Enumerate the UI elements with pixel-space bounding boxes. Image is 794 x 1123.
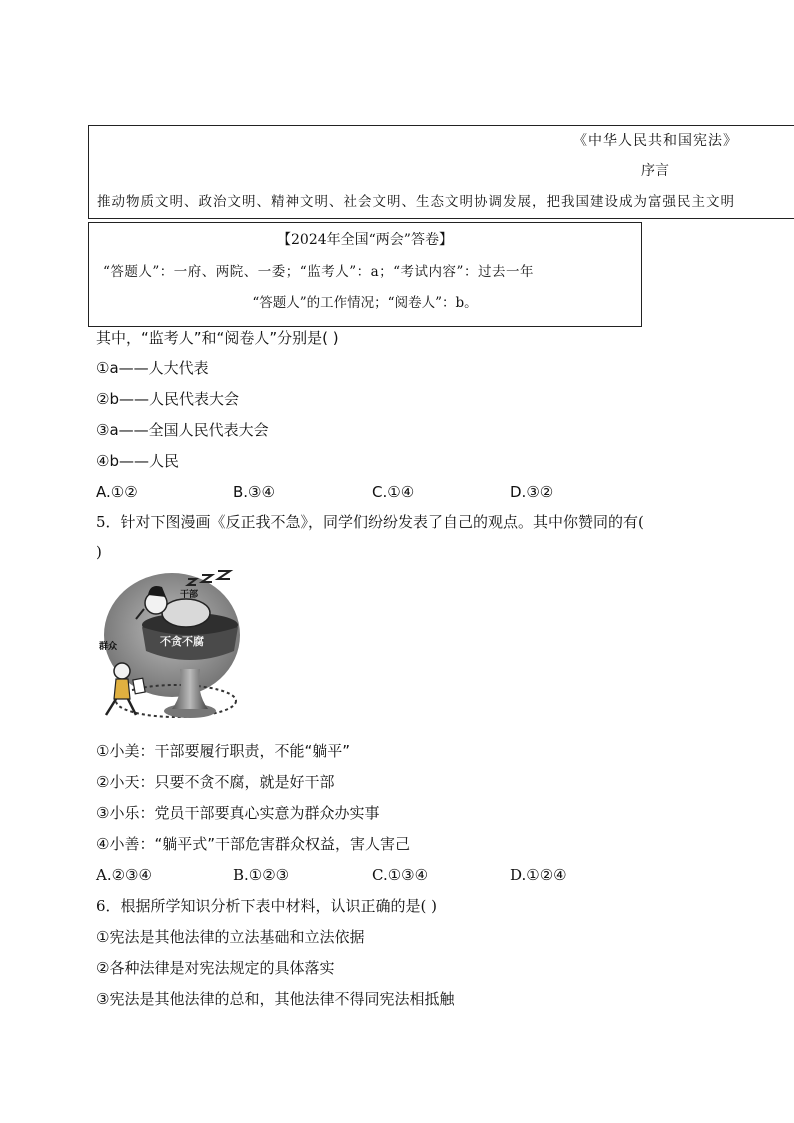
q6-stem: 6．根据所学知识分析下表中材料，认识正确的是( )	[96, 897, 438, 915]
q6-item-1: ①宪法是其他法律的立法基础和立法依据	[96, 928, 365, 946]
q5-item-1: ①小美：干部要履行职责，不能“躺平”	[96, 742, 350, 760]
q5-item-4: ④小善：“躺平式”干部危害群众权益，害人害己	[96, 835, 410, 853]
two-sessions-title: 【2024年全国“两会”答卷】	[277, 232, 453, 248]
q4-choice-c: C.①④	[372, 483, 415, 501]
q4-choice-a: A.①②	[96, 483, 138, 501]
q5-item-3: ③小乐：党员干部要真心实意为群众办实事	[96, 804, 380, 822]
q6-item-2: ②各种法律是对宪法规定的具体落实	[96, 959, 335, 977]
cartoon-label-cadre: 干部	[180, 590, 199, 600]
preamble-label: 序言	[641, 163, 669, 179]
preamble-text: 推动物质文明、政治文明、精神文明、社会文明、生态文明协调发展，把我国建设成为富强民主文明	[97, 194, 735, 210]
cartoon-image	[96, 569, 242, 727]
two-sessions-line-2: “答题人”的工作情况；“阅卷人”：b。	[252, 295, 478, 311]
cartoon-label-masses: 群众	[99, 642, 118, 652]
q4-item-2: ②b——人民代表大会	[96, 390, 239, 408]
q5-stem-end: )	[96, 543, 102, 561]
constitution-title: 《中华人民共和国宪法》	[573, 133, 738, 149]
q4-item-1: ①a——人大代表	[96, 359, 209, 377]
q4-stem: 其中，“监考人”和“阅卷人”分别是( )	[96, 329, 339, 347]
q4-choice-b: B.③④	[233, 483, 275, 501]
q5-item-2: ②小天：只要不贪不腐，就是好干部	[96, 773, 335, 791]
constitution-excerpt-box	[88, 125, 794, 219]
q4-choice-d: D.③②	[510, 483, 554, 501]
q5-choice-b: B.①②③	[233, 866, 290, 884]
cartoon-label-pillar: 不贪不腐	[160, 635, 204, 648]
q5-choice-c: C.①③④	[372, 866, 429, 884]
q5-choice-d: D.①②④	[510, 866, 567, 884]
q5-stem: 5．针对下图漫画《反正我不急》，同学们纷纷发表了自己的观点。其中你赞同的有(	[96, 513, 644, 531]
q4-item-3: ③a——全国人民代表大会	[96, 421, 269, 439]
two-sessions-box	[88, 222, 642, 327]
q6-item-3: ③宪法是其他法律的总和，其他法律不得同宪法相抵触	[96, 990, 455, 1008]
q4-item-4: ④b——人民	[96, 452, 179, 470]
two-sessions-line-1: “答题人”：一府、两院、一委；“监考人”：a；“考试内容”：过去一年	[103, 264, 534, 280]
q5-choice-a: A.②③④	[96, 866, 152, 884]
